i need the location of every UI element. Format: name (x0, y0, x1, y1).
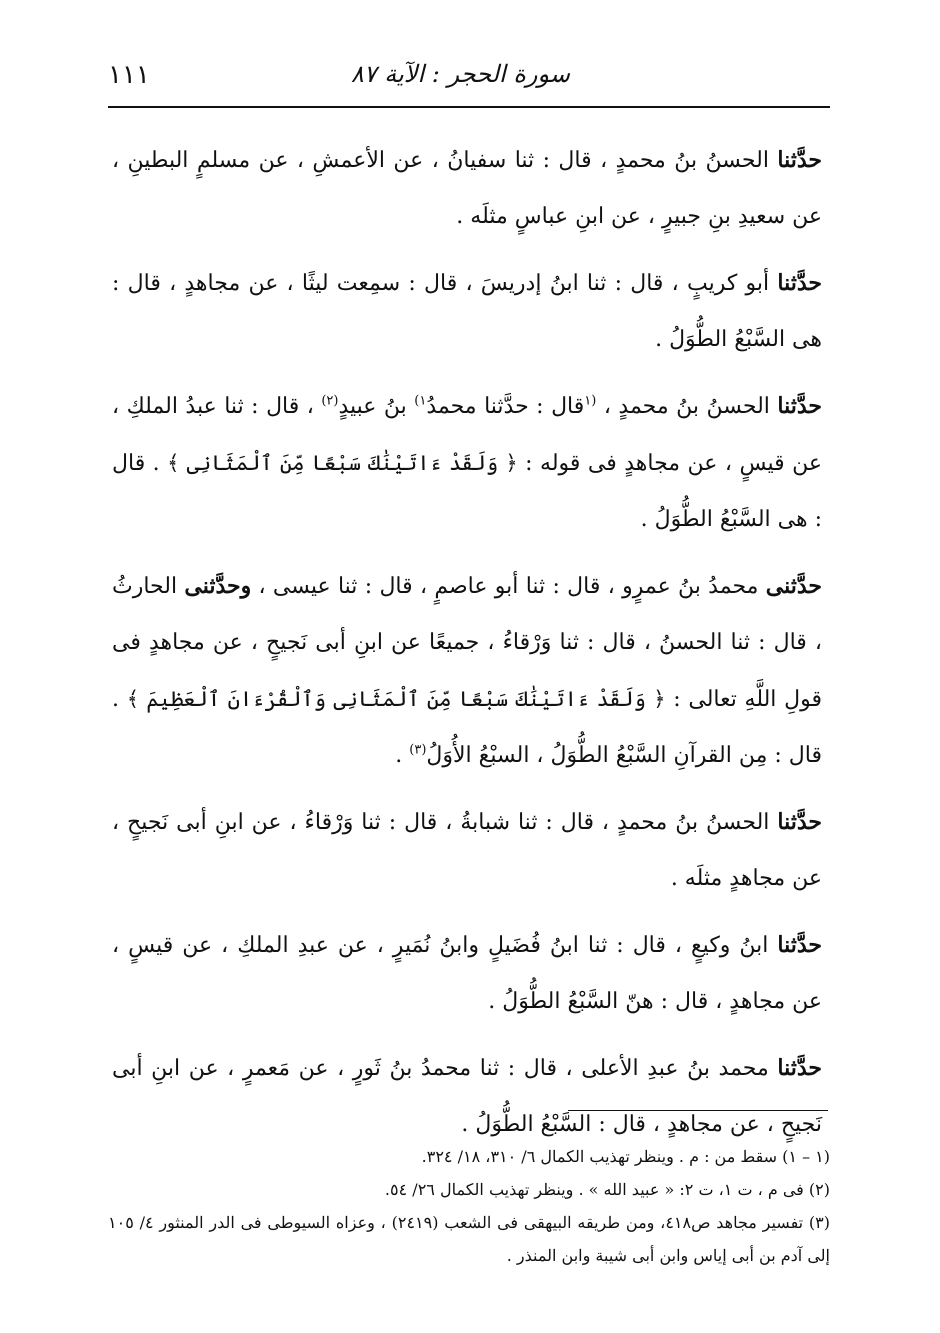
page-number: ١١١ (108, 60, 150, 90)
paragraph-text: محمدُ بنُ عمرٍو ، قال : ثنا أبو عاصمٍ ، قال : ثنا عيسى ، (251, 574, 766, 599)
paragraph-text: الحسنُ بنُ محمدٍ ، (596, 394, 778, 419)
paragraph-text: . قال : هى السَّبْعُ الطُّوَلُ . (112, 451, 822, 532)
quran-verse: ﴿ وَلَقَدْ ءَاتَيْنَٰكَ سَبْعًا مِّنَ ٱلْمَثَانِى وَٱلْقُرْءَانَ ٱلْعَظِيمَ ﴾ (126, 687, 666, 711)
page-header (108, 52, 830, 104)
paragraph-text: الحسنُ بنُ محمدٍ ، قال : ثنا شبابةُ ، قال : ثنا وَرْقاءُ ، عن ابنِ أبى نَجيحٍ ، عن مجاهدٍ مثلَه . (112, 810, 822, 891)
narration-lead: حدَّثنا (777, 809, 822, 835)
narration-lead: وحدَّثنى (184, 573, 252, 599)
narration-lead: حدَّثنا (777, 932, 822, 958)
paragraph-text: الحسنُ بنُ محمدٍ ، قال : ثنا سفيانُ ، عن الأعمشِ ، عن مسلمٍ البطينِ ، عن سعيدِ بنِ جبيرٍ ، عن ابنِ عباسٍ مثلَه . (112, 148, 822, 229)
footnote-rule (568, 1110, 828, 1111)
paragraph-text: أبو كريبٍ ، قال : ثنا ابنُ إدريسَ ، قال : سمِعت ليثًا ، عن مجاهدٍ ، قال : هى السَّبْعُ الطُّوَلُ . (112, 271, 822, 352)
paragraph-5 (112, 794, 822, 907)
paragraph-text: بنُ عبيدٍ (338, 394, 415, 419)
footnote-marker: ١) (414, 393, 427, 409)
footnotes (108, 1140, 830, 1272)
paragraph-4 (112, 558, 822, 784)
footnote-marker: (٢) (321, 393, 339, 409)
footnote-1: (١ – ١) سقط من : م . وينظر تهذيب الكمال ٦/ ٣١٠، ١٨/ ٣٢٤. (421, 1147, 830, 1166)
paragraph-7 (112, 1040, 822, 1153)
footnote-3: (٣) تفسير مجاهد ص٤١٨، ومن طريقه البيهقى فى الشعب (٢٤١٩) ، وعزاه السيوطى فى الدر المنثور ٤/ ١٠٥ إلى آدم بن أبى إياس وابن أبى شيبة وابن المنذر . (108, 1213, 830, 1265)
paragraph-text: ابنُ وكيعٍ ، قال : ثنا ابنُ فُضَيلٍ وابنُ نُمَيرٍ ، عن عبدِ الملكِ ، عن قيسٍ ، عن مجاهدٍ ، قال : هنّ السَّبْعُ الطُّوَلُ . (112, 933, 822, 1014)
paragraph-3 (112, 378, 822, 548)
narration-lead: حدَّثنا (777, 147, 822, 173)
paragraph-text: محمد بنُ عبدِ الأعلى ، قال : ثنا محمدُ بنُ ثَورٍ ، عن مَعمرٍ ، عن ابنِ أبى نَجيحٍ ، عن مجاهدٍ ، قال : السَّبْعُ الطُّوَلُ . (112, 1056, 822, 1137)
narration-lead: حدَّثنى (765, 573, 822, 599)
paragraph-text: . (395, 743, 410, 768)
paragraph-text: الحارثُ ، قال : ثنا الحسنُ ، قال : ثنا وَرْقاءُ ، جميعًا عن ابنِ أبى نَجيحٍ ، عن مجاهدٍ فى قولِ اللَّهِ تعالى : (112, 574, 822, 712)
paragraph-text: . قال : مِن القرآنِ السَّبْعُ الطُّوَلُ ، السبْعُ الأُوَلُ (112, 687, 822, 768)
narration-lead: حدَّثنا (777, 393, 823, 419)
footnote-marker: (١ (584, 393, 597, 409)
quran-verse: ﴿ وَلَقَدْ ءَاتَيْنَٰكَ سَبْعًا مِّنَ ٱلْمَثَانِى ﴾ (167, 451, 518, 475)
paragraph-text: ، قال : ثنا عبدُ الملكِ ، عن قيسٍ ، عن مجاهدٍ فى قوله : (112, 394, 822, 476)
narration-lead: حدَّثنا (777, 270, 822, 296)
running-title: سورة الحجر : الآية ٨٧ (350, 60, 570, 88)
paragraph-text: قال : حدَّثنا محمدُ (426, 394, 585, 419)
paragraph-6 (112, 917, 822, 1030)
paragraph-1 (112, 132, 822, 245)
footnote-marker: (٣) (409, 742, 427, 758)
paragraph-2 (112, 255, 822, 368)
footnote-2: (٢) فى م ، ت ١، ت ٢: « عبيد الله » . وينظر تهذيب الكمال ٢٦/ ٥٤. (384, 1180, 830, 1199)
narration-lead: حدَّثنا (777, 1055, 822, 1081)
main-text (112, 132, 822, 1163)
header-rule (108, 106, 830, 108)
